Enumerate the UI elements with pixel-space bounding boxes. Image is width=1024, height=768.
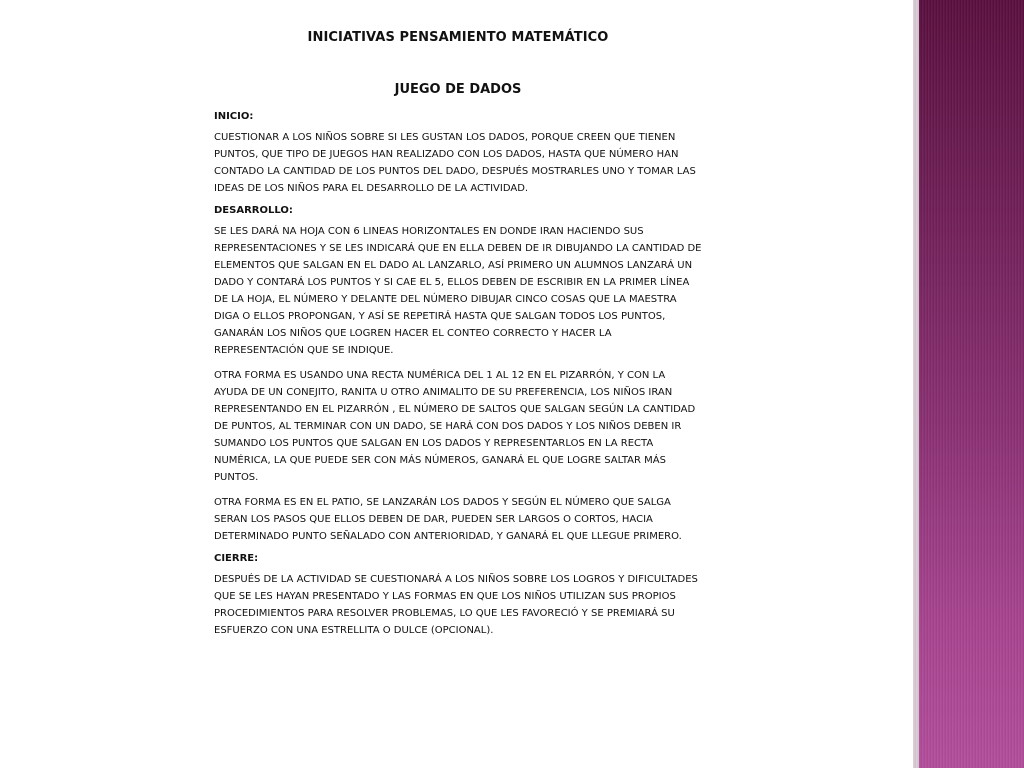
section-label-desarrollo: DESARROLLO: xyxy=(214,205,293,216)
section-label-inicio: INICIO: xyxy=(214,111,254,122)
section-label-cierre: CIERRE: xyxy=(214,553,259,564)
document-title: JUEGO DE DADOS xyxy=(394,82,522,97)
paragraph-desarrollo-3: OTRA FORMA ES EN EL PATIO, SE LANZARÁN LOS DADOS Y SEGÚN EL NÚMERO QUE SALGA SERAN LOS PASOS QUE ELLOS DEBEN DE DAR, PUEDEN SER LARGOS O CORTOS, HACIA DETERMINADO PUNTO SEÑALADO CON ANTERIORIDAD, Y GANARÁ EL QUE LLEGUE PRIMERO. xyxy=(214,497,682,542)
paragraph-desarrollo-2: OTRA FORMA ES USANDO UNA RECTA NUMÉRICA DEL 1 AL 12 EN EL PIZARRÓN, Y CON LA AYUDA DE UN CONEJITO, RANITA U OTRO ANIMALITO DE SU PREFERENCIA, LOS NIÑOS IRAN REPRESENTANDO EN EL PIZARRÓN , EL NÚMERO DE SALTOS QUE SALGAN SEGÚN LA CANTIDAD DE PUNTOS, AL TERMINAR CON UN DADO, SE HARÁ CON DOS DADOS Y LOS NIÑOS DEBEN IR SUMANDO LOS PUNTOS QUE SALGAN EN LOS DADOS Y REPRESENTARLOS EN LA RECTA NUMÉRICA, LA QUE PUEDE SER CON MÁS NÚMEROS, GANARÁ EL QUE LOGRE SALTAR MÁS PUNTOS. xyxy=(214,370,696,483)
decorative-side-bar xyxy=(913,0,1024,768)
paragraph-inicio: CUESTIONAR A LOS NIÑOS SOBRE SI LES GUSTAN LOS DADOS, PORQUE CREEN QUE TIENEN PUNTOS, QUE TIPO DE JUEGOS HAN REALIZADO CON LOS DADOS, HASTA QUE NÚMERO HAN CONTADO LA CANTIDAD DE LOS PUNTOS DEL DADO, DESPUÉS MOSTRARLES UNO Y TOMAR LAS IDEAS DE LOS NIÑOS PARA EL DESARROLLO DE LA ACTIVIDAD. xyxy=(214,132,696,194)
document-heading: INICIATIVAS PENSAMIENTO MATEMÁTICO xyxy=(307,30,609,45)
paragraph-desarrollo-1: SE LES DARÁ NA HOJA CON 6 LINEAS HORIZONTALES EN DONDE IRAN HACIENDO SUS REPRESENTACIONES Y SE LES INDICARÁ QUE EN ELLA DEBEN DE IR DIBUJANDO LA CANTIDAD DE ELEMENTOS QUE SALGAN EN EL DADO AL LANZARLO, ASÍ PRIMERO UN ALUMNOS LANZARÁ UN DADO Y CONTARÁ LOS PUNTOS Y SI CAE EL 5, ELLOS DEBEN DE ESCRIBIR EN LA PRIMER LÍNEA DE LA HOJA, EL NÚMERO Y DELANTE DEL NÚMERO DIBUJAR CINCO COSAS QUE LA MAESTRA DIGA O ELLOS PROPONGAN, Y ASÍ SE REPETIRÁ HASTA QUE SALGAN TODOS LOS PUNTOS, GANARÁN LOS NIÑOS QUE LOGREN HACER EL CONTEO CORRECTO Y HACER LA REPRESENTACIÓN QUE SE INDIQUE. xyxy=(214,226,702,356)
paragraph-cierre: DESPUÉS DE LA ACTIVIDAD SE CUESTIONARÁ A LOS NIÑOS SOBRE LOS LOGROS Y DIFICULTADES QUE SE LES HAYAN PRESENTADO Y LAS FORMAS EN QUE LOS NIÑOS UTILIZAN SUS PROPIOS PROCEDIMIENTOS PARA RESOLVER PROBLEMAS, LO QUE LES FAVORECIÓ Y SE PREMIARÁ SU ESFUERZO CON UNA ESTRELLITA O DULCE (OPCIONAL). xyxy=(214,574,698,636)
document-body xyxy=(214,30,702,647)
